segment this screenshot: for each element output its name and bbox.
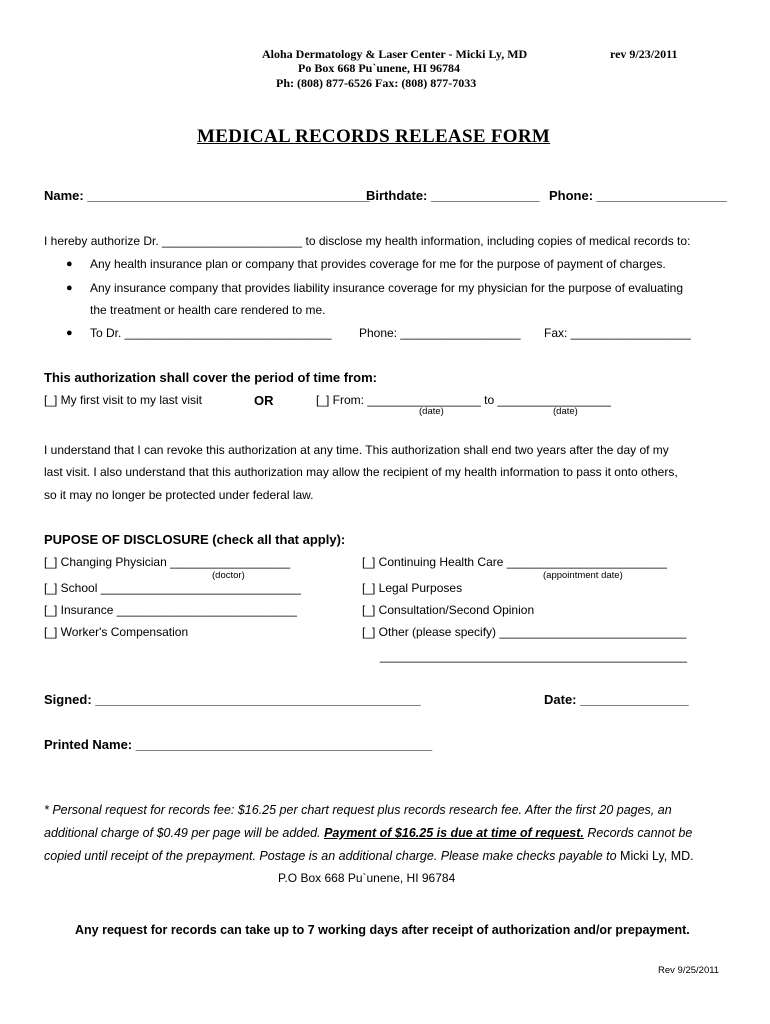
practice-phone-fax: Ph: (808) 877-6526 Fax: (808) 877-7033 (276, 76, 477, 90)
fee-note-line-1: * Personal request for records fee: $16.25 per chart request plus records research fee. After the first 20 pages, an (44, 803, 672, 817)
period-or: OR (254, 393, 274, 408)
purpose-continuing-care[interactable]: [_] Continuing Health Care ________________________ (362, 555, 667, 569)
revoke-line-2: last visit. I also understand that this authorization may allow the recipient of my health information to pass it onto others, (44, 465, 678, 479)
practice-name: Aloha Dermatology & Laser Center - Micki Ly, MD (262, 47, 528, 61)
purpose-other-line-2[interactable]: ______________________________________________ (380, 649, 687, 663)
bullet-icon: ● (66, 258, 73, 270)
fee-note-line-2 (44, 826, 692, 840)
purpose-changing-physician[interactable]: [_] Changing Physician __________________ (44, 555, 291, 569)
to-dr-phone-field[interactable]: Phone: __________________ (359, 326, 521, 340)
purpose-other[interactable]: [_] Other (please specify) ____________________________ (362, 625, 687, 639)
purpose-school[interactable]: [_] School ______________________________ (44, 581, 301, 595)
revision-top: rev 9/23/2011 (610, 47, 678, 61)
revision-bottom: Rev 9/25/2011 (658, 965, 720, 976)
signed-field[interactable]: Signed: _____________________________________________ (44, 692, 421, 707)
bullet-icon: ● (66, 282, 73, 294)
recipient-liability-insurance-cont: the treatment or health care rendered to me. (90, 303, 326, 317)
name-field[interactable]: Name: _______________________________________ (44, 188, 370, 203)
date-field[interactable]: Date: _______________ (544, 692, 689, 707)
practice-address: Po Box 668 Pu`unene, HI 96784 (298, 61, 461, 75)
date-label-to: (date) (553, 406, 578, 417)
authorize-statement: I hereby authorize Dr. _____________________ to disclose my health information, including copies of medical records to: (44, 234, 691, 248)
doctor-label: (doctor) (212, 570, 245, 581)
date-label-from: (date) (419, 406, 444, 417)
mailing-address: P.O Box 668 Pu`unene, HI 96784 (278, 871, 456, 885)
purpose-consultation[interactable]: [_] Consultation/Second Opinion (362, 603, 535, 617)
printed-name-field[interactable]: Printed Name: _________________________________________ (44, 737, 433, 752)
period-option-first-to-last[interactable]: [_] My first visit to my last visit (44, 393, 203, 407)
phone-field[interactable]: Phone: __________________ (549, 188, 727, 203)
purpose-insurance[interactable]: [_] Insurance ___________________________ (44, 603, 297, 617)
purpose-heading: PUPOSE OF DISCLOSURE (check all that apply): (44, 532, 346, 547)
recipient-health-insurance: Any health insurance plan or company that provides coverage for me for the purpose of payment of charges. (90, 257, 666, 271)
page-title: MEDICAL RECORDS RELEASE FORM (197, 126, 551, 147)
period-option-date-range[interactable]: [_] From: _________________ to _________________ (316, 393, 611, 407)
birthdate-field[interactable]: Birthdate: _______________ (366, 188, 540, 203)
payable-to: Micki Ly, MD. (620, 849, 694, 863)
recipient-liability-insurance: Any insurance company that provides liability insurance coverage for my physician for the purpose of evaluating (90, 281, 683, 295)
processing-time-notice: Any request for records can take up to 7 working days after receipt of authorization and/or prepayment. (75, 923, 690, 937)
payment-due-notice: Payment of $16.25 is due at time of request. (324, 826, 584, 840)
appointment-date-label: (appointment date) (543, 570, 623, 581)
bullet-icon: ● (66, 327, 73, 339)
revoke-line-1: I understand that I can revoke this authorization at any time. This authorization shall end two years after the day of my (44, 443, 669, 457)
purpose-legal[interactable]: [_] Legal Purposes (362, 581, 463, 595)
fee-note-line-2-pre: additional charge of $0.49 per page will be added. (44, 826, 325, 840)
fee-note-line-3 (44, 849, 694, 863)
period-heading: This authorization shall cover the period of time from: (44, 370, 377, 385)
purpose-workers-comp[interactable]: [_] Worker's Compensation (44, 625, 189, 639)
revoke-line-3: so it may no longer be protected under federal law. (44, 488, 314, 502)
to-dr-field[interactable]: To Dr. _______________________________ (90, 326, 332, 340)
fee-note-line-2-post: Records cannot be (583, 826, 693, 840)
to-dr-fax-field[interactable]: Fax: __________________ (544, 326, 691, 340)
fee-note-line-3-italic: copied until receipt of the prepayment. Postage is an additional charge. Please make checks payable to (44, 849, 621, 863)
